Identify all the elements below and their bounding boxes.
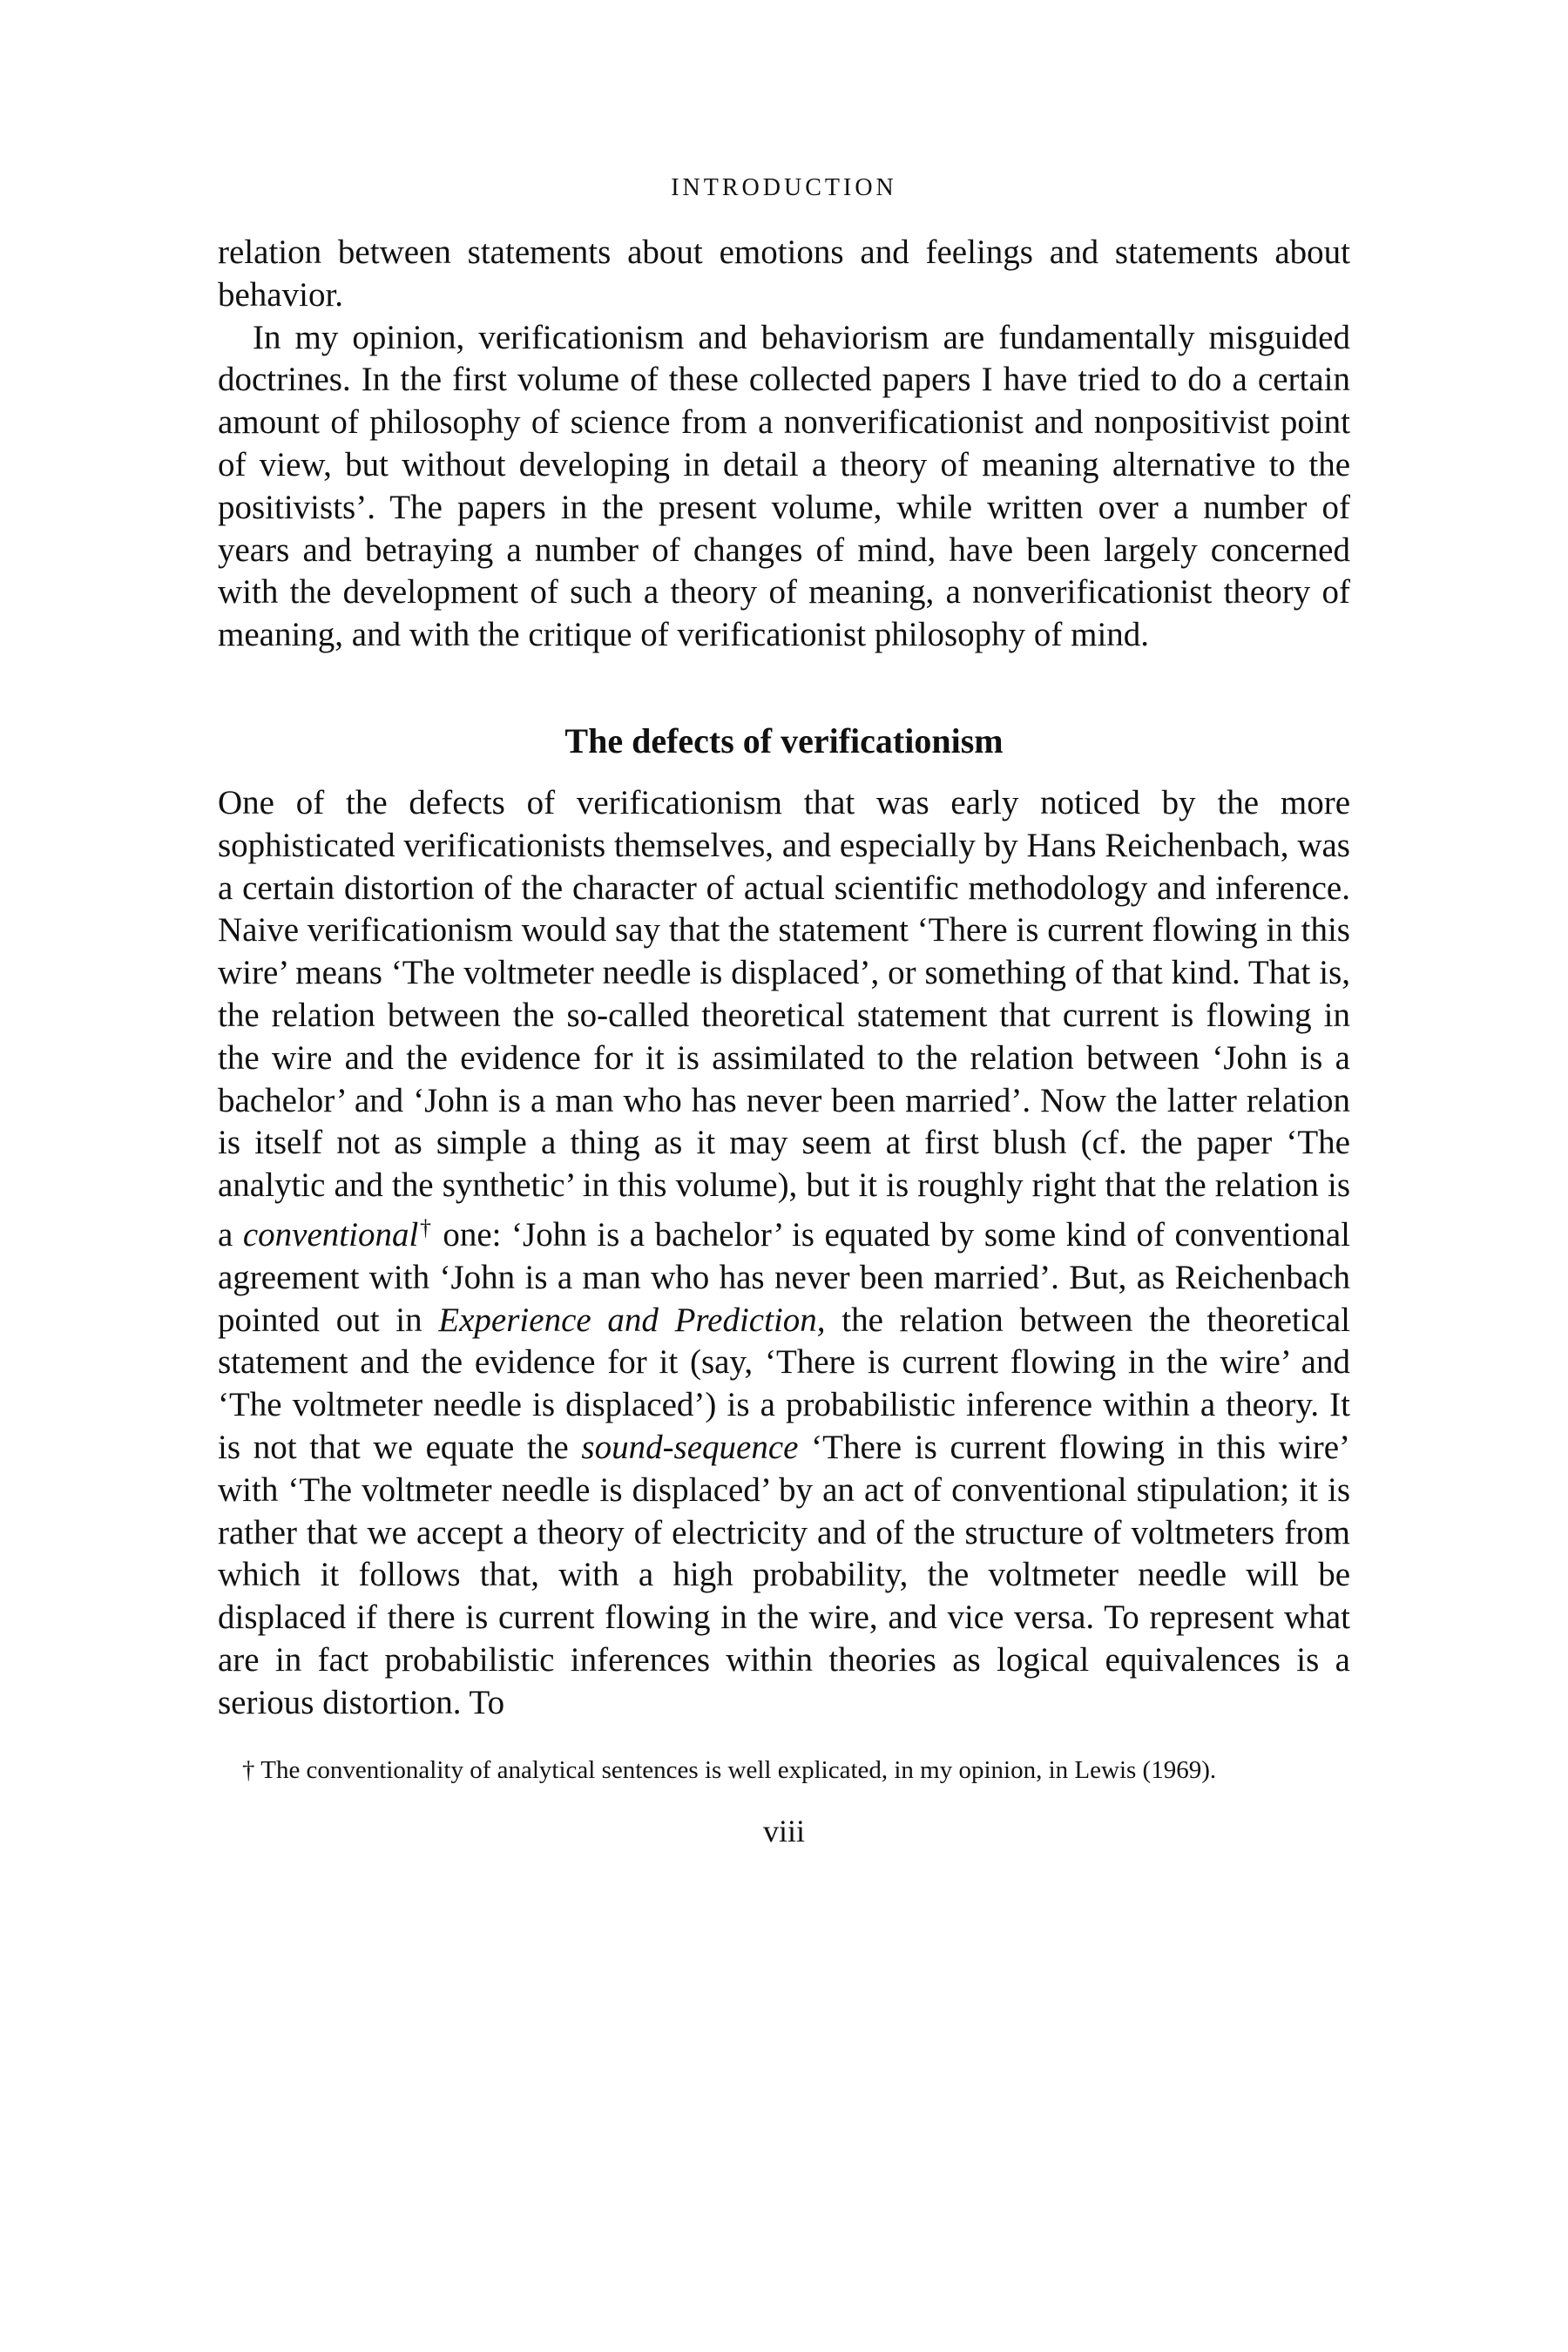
book-page (218, 174, 1350, 2265)
text-run: ‘There is current flowing in this wire’ with ‘The voltmeter needle is displaced’ by an act of conventional stipulation; it is rather that we accept a theory of electricity and of the structure of voltmeters from which it follows that, with a high probability, the voltmeter needle will be displaced if there is current flowing in the wire, and vice versa. To represent what are in fact probabilistic inferences within theories as logical equivalences is a serious distortion. To (218, 1428, 1350, 1721)
italic-term-conventional: conventional (242, 1215, 419, 1254)
italic-book-title: Experience and Prediction, (438, 1301, 826, 1339)
footnote: † The conventionality of analytical sentences is well explicated, in my opinion, in Lewis (1969). (242, 1755, 1217, 1784)
footnote-marker: † (418, 1214, 433, 1240)
italic-term-sound-sequence: sound-sequence (581, 1428, 799, 1466)
text-run: one: ‘John is a bachelor’ is equated by some kind of conventional agreement with ‘John is a man who has never been married’. But, as Reichenbach pointed out in (218, 1215, 1350, 1339)
text-run: One of the defects of verificationism that was early noticed by the more sophisticated verificationists themselves, and especially by Hans Reichenbach, was a certain distortion of the character of actual scientific methodology and inference. Naive verificationism would say that the statement ‘There is current flowing in this wire’ means ‘The voltmeter needle is displaced’, or something of that kind. That is, the relation between the so-called theoretical statement that current is flowing in the wire and the evidence for it is assimilated to the relation between ‘John is a bachelor’ and ‘John is a man who has never been married’. Now the latter relation is itself not as simple a thing as it may seem at first blush (cf. the paper ‘The analytic and the synthetic’ in this volume), but it is roughly right that the relation is a (218, 783, 1350, 1254)
paragraph-continued: relation between statements about emotions and feelings and statements about behavior. (218, 233, 1350, 314)
page-number: viii (762, 1813, 805, 1848)
running-head: INTRODUCTION (671, 174, 897, 201)
section-heading: The defects of verificationism (564, 720, 1004, 760)
paragraph-opinion: In my opinion, verificationism and behaviorism are fundamentally misguided doctrines. In the first volume of these collected papers I have tried to do a certain amount of philosophy of science from a nonverificationist and nonpositivist point of view, but without developing in detail a theory of meaning alternative to the positivists’. The papers in the present volume, while written over a number of years and betraying a number of changes of mind, have been largely concerned with the development of such a theory of meaning, a nonverificationist theory of meaning, and with the critique of verificationist philosophy of mind. (218, 318, 1350, 654)
text-run: the relation between the theoretical statement and the evidence for it (say, ‘There is current flowing in the wire’ and ‘The voltmeter needle is displaced’) is a probabilistic inference within a theory. It is not that we equate the (218, 1301, 1351, 1466)
paragraph-defects (218, 782, 1350, 1725)
